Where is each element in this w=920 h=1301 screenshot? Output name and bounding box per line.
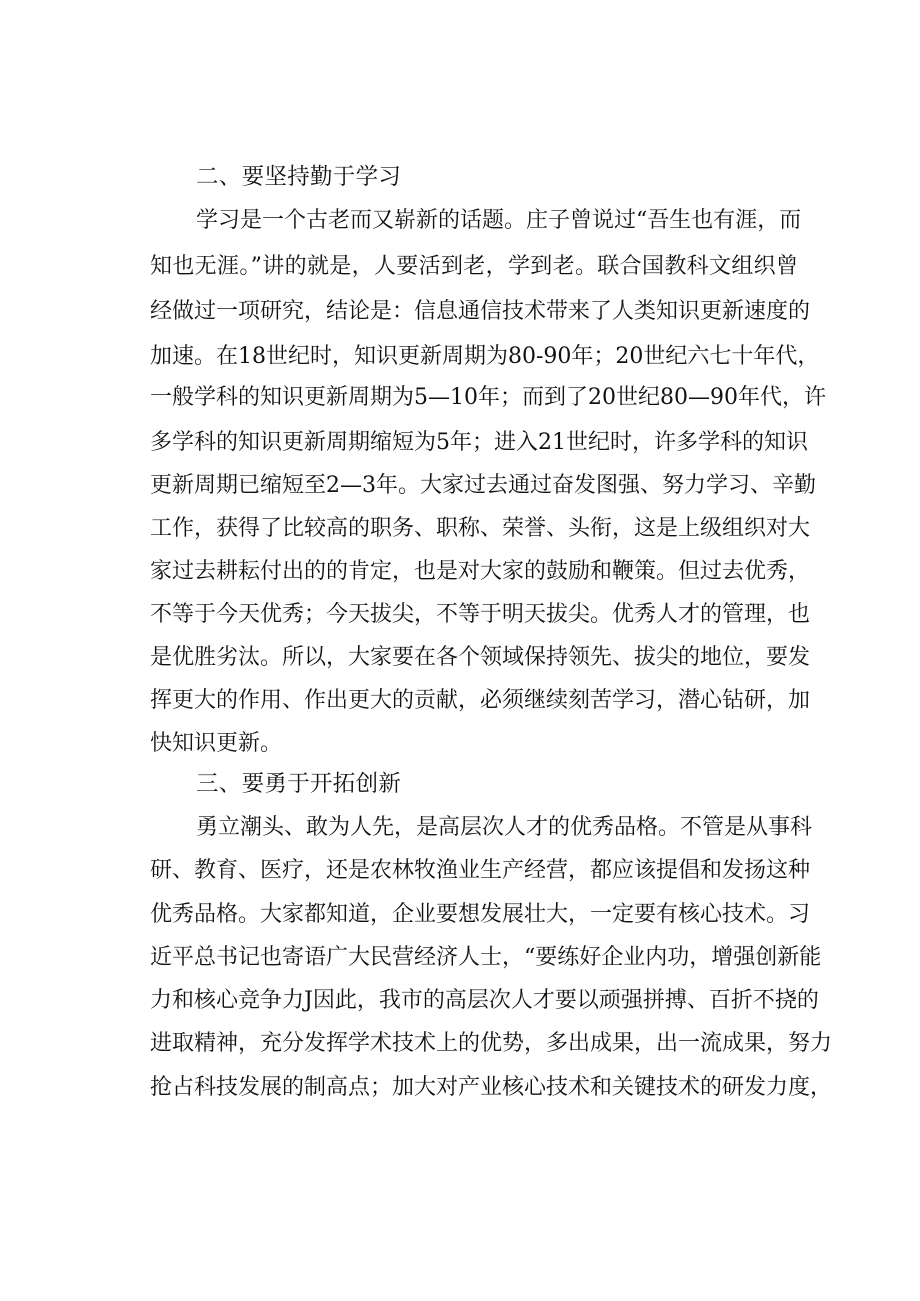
paragraph-line: 研、教育、医疗，还是农林牧渔业生产经营，都应该提倡和发扬这种 (150, 858, 811, 883)
paragraph-line: 优秀品格。大家都知道，企业要想发展壮大，一定要有核心技术。习 (150, 902, 811, 927)
paragraph-line: 家过去耕耘付出的的肯定，也是对大家的鼓励和鞭策。但过去优秀， (150, 559, 811, 584)
paragraph-line: 学习是一个古老而又崭新的话题。庄子曾说过“吾生也有涯，而 (196, 208, 802, 233)
paragraph-line: 不等于今天优秀；今天拔尖，不等于明天拔尖。优秀人才的管理，也 (150, 602, 811, 627)
paragraph-line: 一般学科的知识更新周期为5—10年；而到了20世纪80—90年代，许 (150, 385, 826, 410)
paragraph-line: 多学科的知识更新周期缩短为5年；进入21世纪时，许多学科的知识 (150, 430, 808, 455)
paragraph-line: 力和核心竞争力J因此，我市的高层次人才要以顽强拼搏、百折不挠的 (150, 988, 819, 1013)
paragraph-line: 抢占科技发展的制高点；加大对产业核心技术和关键技术的研发力度， (150, 1075, 833, 1100)
paragraph-line: 加速。在18世纪时，知识更新周期为80-90年；20世纪六七十年代， (150, 344, 820, 369)
paragraph-line: 是优胜劣汰。所以，大家要在各个领域保持领先、拔尖的地位，要发 (150, 645, 811, 670)
paragraph-line: 快知识更新。 (150, 731, 283, 756)
paragraph-line: 勇立潮头、敢为人先，是高层次人才的优秀品格。不管是从事科 (196, 815, 813, 840)
section-heading: 二、要坚持勤于学习 (196, 164, 402, 190)
paragraph-line: 工作，获得了比较高的职务、职称、荣誉、头衔，这是上级组织对大 (150, 516, 811, 541)
paragraph-line: 经做过一项研究，结论是：信息通信技术带来了人类知识更新速度的 (150, 299, 811, 324)
paragraph-line: 挥更大的作用、作出更大的贡献，必须继续刻苦学习，潜心钻研，加 (150, 688, 811, 713)
paragraph-line: 近平总书记也寄语广大民营经济人士，“要练好企业内功，增强创新能 (150, 945, 822, 970)
section-heading: 三、要勇于开拓创新 (196, 771, 402, 797)
paragraph-line: 进取精神，充分发挥学术技术上的优势，多出成果，出一流成果，努力 (150, 1031, 833, 1056)
paragraph-line: 知也无涯。”讲的就是，人要活到老，学到老。联合国教科文组织曾 (150, 254, 798, 279)
paragraph-line: 更新周期已缩短至2—3年。大家过去通过奋发图强、努力学习、辛勤 (150, 473, 816, 498)
